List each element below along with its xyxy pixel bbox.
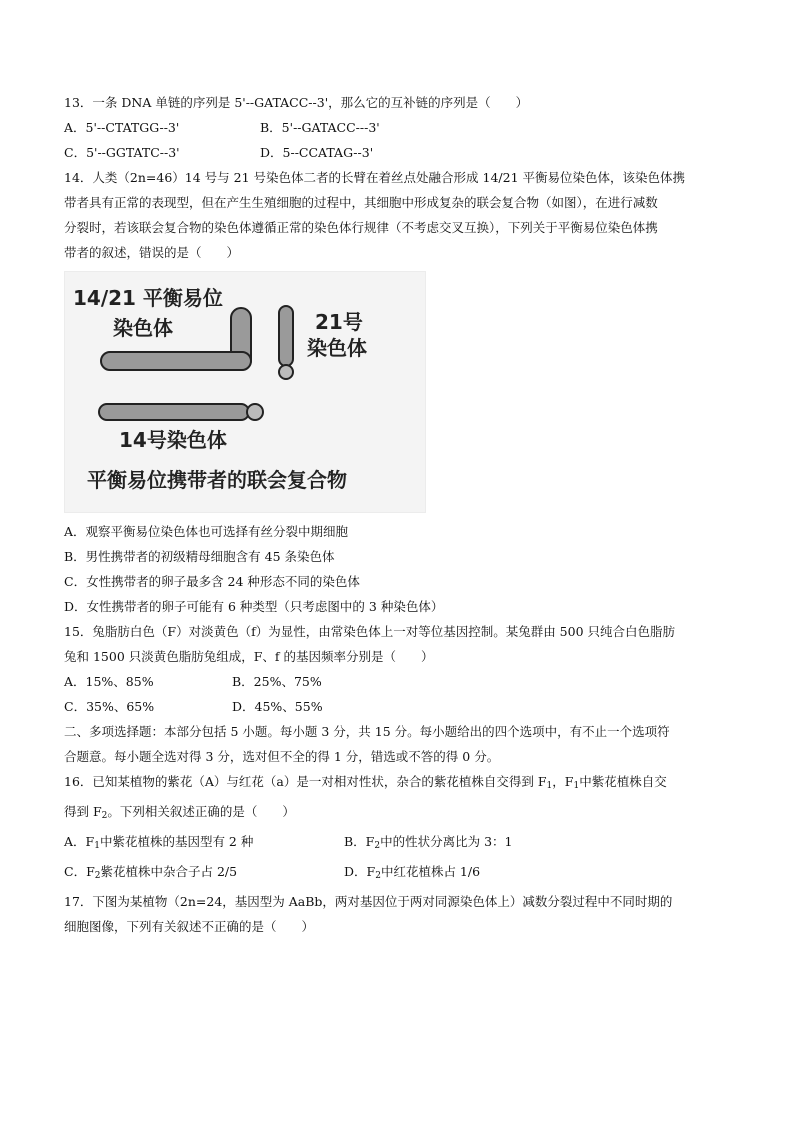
q14-option-b: B．男性携带者的初级精母细胞含有 45 条染色体 [64,549,335,564]
option-prefix: C．F [64,864,95,879]
q14-option-c: C．女性携带者的卵子最多含 24 种形态不同的染色体 [64,574,360,589]
q16-text: 得到 F [64,804,102,819]
figure-label-14: 14号染色体 [119,428,227,452]
q16-text: 中紫花植株自交 [579,774,667,789]
q16-stem-line1 [64,769,734,799]
q13-options-row2 [64,140,734,165]
q17-stem-line2: 细胞图像，下列有关叙述不正确的是（ ） [64,919,315,934]
q15-stem-line1: 15．兔脂肪白色（F）对淡黄色（f）为显性，由常染色体上一对等位基因控制。某兔群由 500 只纯合白色脂肪 [64,624,676,639]
q16-option-d [344,859,480,889]
q14-stem-line1: 14．人类（2n=46）14 号与 21 号染色体二者的长臂在着丝点处融合形成 14/21 平衡易位染色体，该染色体携 [64,170,685,185]
option-prefix: D．F [344,864,376,879]
chromosome-21-satellite [279,365,293,379]
q16-options-row2 [64,859,734,889]
q16-text: 16．已知某植物的紫花（A）与红花（a）是一对相对性状，杂合的紫花植株自交得到 F [64,774,547,789]
subscript: 2 [374,841,381,851]
q17-stem-line1: 17．下图为某植物（2n=24，基因型为 AaBb，两对基因位于两对同源染色体上）减数分裂过程中不同时期的 [64,894,673,909]
figure-label-21-2: 染色体 [307,336,367,360]
q13-option-c: C．5'--GGTATC--3' [64,145,180,160]
q15-option-d: D．45%、55% [232,699,323,714]
q13-options-row1 [64,115,734,140]
q14-option-a: A．观察平衡易位染色体也可选择有丝分裂中期细胞 [64,524,349,539]
q15-stem-line2: 兔和 1500 只淡黄色脂肪兔组成，F、f 的基因频率分别是（ ） [64,649,434,664]
q16-stem-line2 [64,799,734,829]
q14-option-d: D．女性携带者的卵子可能有 6 种类型（只考虑图中的 3 种染色体） [64,599,444,614]
option-text: 紫花植株中杂合子占 2/5 [100,864,238,879]
q15-option-c: C．35%、65% [64,699,155,714]
subscript: 2 [375,871,381,881]
chromosome-21-arm [279,306,293,366]
q15-option-b: B．25%、75% [232,674,322,689]
q14-synapsis-figure [64,271,426,513]
q14-stem-line4: 带者的叙述，错误的是（ ） [64,245,240,260]
section2-line2: 合题意。每小题全选对得 3 分，选对但不全的得 1 分，错选或不答的得 0 分。 [64,749,500,764]
figure-caption: 平衡易位携带者的联会复合物 [87,468,347,492]
q16-options-row1 [64,829,734,859]
chromosome-14-arm [99,404,249,420]
option-text: 中的性状分离比为 3：1 [380,834,513,849]
translocation-horizontal-arm [101,352,251,370]
q14-stem-line3: 分裂时，若该联会复合物的染色体遵循正常的染色体行规律（不考虑交叉互换），下列关于平衡易位染色体携 [64,220,658,235]
chromosome-14-satellite [247,404,263,420]
q13-option-d: D．5--CCATAG--3' [260,145,374,160]
option-text: 中红花植株占 1/6 [380,864,481,879]
q16-text: 。下列相关叙述正确的是（ ） [107,804,295,819]
q15-options-row2 [64,694,734,719]
subscript: 1 [573,781,580,791]
q13-option-b: B．5'--GATACC---3' [260,120,380,135]
subscript: 1 [546,781,553,791]
option-text: 中紫花植株的基因型有 2 种 [99,834,254,849]
exam-page [64,90,734,939]
option-prefix: B．F [344,834,375,849]
figure-label-21-1: 21号 [315,310,363,334]
figure-label-translocation-1: 14/21 平衡易位 [73,286,223,310]
q16-option-a [64,829,344,859]
q16-option-c [64,859,344,889]
q13-stem: 13．一条 DNA 单链的序列是 5'--GATACC--3'，那么它的互补链的序列是（ ） [64,95,529,110]
option-prefix: A．F [64,834,95,849]
q15-options-row1 [64,669,734,694]
subscript: 1 [94,841,100,851]
q16-option-b [344,829,512,859]
q13-option-a: A．5'--CTATGG--3' [64,120,180,135]
q15-option-a: A．15%、85% [64,674,154,689]
q16-text: ，F [552,774,574,789]
subscript: 2 [94,871,101,881]
q14-stem-line2: 带者具有正常的表现型，但在产生生殖细胞的过程中，其细胞中形成复杂的联会复合物（如图），在进行减数 [64,195,658,210]
subscript: 2 [101,811,108,821]
section2-line1: 二、多项选择题：本部分包括 5 小题。每小题 3 分，共 15 分。每小题给出的四个选项中，有不止一个选项符 [64,724,670,739]
figure-label-translocation-2: 染色体 [113,316,173,340]
